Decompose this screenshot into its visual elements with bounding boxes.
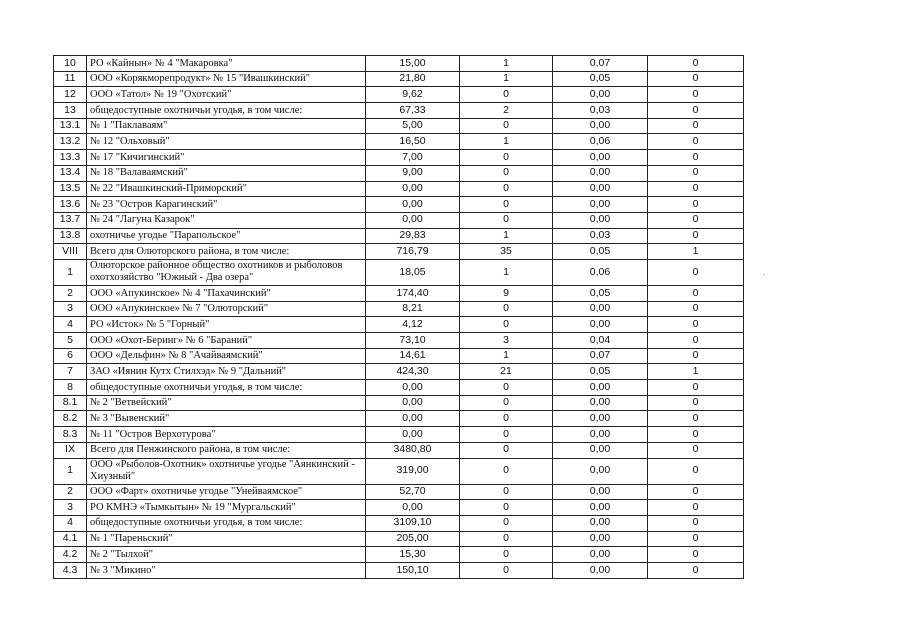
row-count: 0 bbox=[460, 484, 553, 500]
row-name: РО КМНЭ «Тымкытын» № 19 "Мургальский" bbox=[87, 500, 366, 516]
row-number: 3 bbox=[54, 301, 87, 317]
row-density: 0,03 bbox=[553, 103, 648, 119]
row-count: 2 bbox=[460, 103, 553, 119]
row-area: 174,40 bbox=[366, 285, 460, 301]
row-area: 0,00 bbox=[366, 395, 460, 411]
row-count: 0 bbox=[460, 515, 553, 531]
row-area: 73,10 bbox=[366, 333, 460, 349]
scan-speck: . bbox=[763, 268, 766, 277]
row-name: общедоступные охотничьи угодья, в том числе: bbox=[87, 380, 366, 396]
row-quota: 0 bbox=[648, 442, 744, 458]
row-name: № 1 "Паклаваям" bbox=[87, 118, 366, 134]
table-row bbox=[54, 244, 744, 260]
row-count: 0 bbox=[460, 411, 553, 427]
row-name: № 24 "Лагуна Казарок" bbox=[87, 212, 366, 228]
row-count: 1 bbox=[460, 228, 553, 244]
row-quota: 0 bbox=[648, 411, 744, 427]
table-row bbox=[54, 103, 744, 119]
row-quota: 0 bbox=[648, 427, 744, 443]
row-count: 1 bbox=[460, 56, 553, 72]
row-count: 0 bbox=[460, 118, 553, 134]
row-count: 21 bbox=[460, 364, 553, 380]
row-name: № 17 "Кичигинский" bbox=[87, 150, 366, 166]
row-name: № 18 "Валаваямский" bbox=[87, 165, 366, 181]
row-quota: 0 bbox=[648, 333, 744, 349]
row-density: 0,00 bbox=[553, 442, 648, 458]
row-area: 0,00 bbox=[366, 212, 460, 228]
row-name: ООО «Татол» № 19 "Охотский" bbox=[87, 87, 366, 103]
row-quota: 1 bbox=[648, 364, 744, 380]
row-area: 7,00 bbox=[366, 150, 460, 166]
row-name: ООО «Корякморепродукт» № 15 "Ивашкинский" bbox=[87, 71, 366, 87]
row-count: 0 bbox=[460, 317, 553, 333]
row-count: 0 bbox=[460, 395, 553, 411]
row-density: 0,07 bbox=[553, 56, 648, 72]
row-quota: 0 bbox=[648, 380, 744, 396]
row-number: 13.6 bbox=[54, 197, 87, 213]
row-number: 13.1 bbox=[54, 118, 87, 134]
row-quota: 0 bbox=[648, 150, 744, 166]
row-quota: 0 bbox=[648, 87, 744, 103]
row-area: 205,00 bbox=[366, 531, 460, 547]
row-quota: 0 bbox=[648, 317, 744, 333]
row-area: 4,12 bbox=[366, 317, 460, 333]
row-number: 13.4 bbox=[54, 165, 87, 181]
row-name: № 11 "Остров Верхотурова" bbox=[87, 427, 366, 443]
row-area: 14,61 bbox=[366, 348, 460, 364]
row-area: 0,00 bbox=[366, 427, 460, 443]
table-body bbox=[54, 56, 744, 579]
row-quota: 0 bbox=[648, 531, 744, 547]
row-area: 18,05 bbox=[366, 259, 460, 285]
row-name: РО «Исток» № 5 "Горный" bbox=[87, 317, 366, 333]
row-number: 2 bbox=[54, 484, 87, 500]
row-number: 1 bbox=[54, 458, 87, 484]
row-quota: 1 bbox=[648, 244, 744, 260]
row-density: 0,00 bbox=[553, 427, 648, 443]
row-area: 9,62 bbox=[366, 87, 460, 103]
row-quota: 0 bbox=[648, 118, 744, 134]
row-number: 4 bbox=[54, 515, 87, 531]
row-number: 5 bbox=[54, 333, 87, 349]
row-name: ООО «Фарт» охотничье угодье "Унейваямское" bbox=[87, 484, 366, 500]
row-number: 12 bbox=[54, 87, 87, 103]
row-number: 4.2 bbox=[54, 547, 87, 563]
row-quota: 0 bbox=[648, 134, 744, 150]
row-quota: 0 bbox=[648, 500, 744, 516]
row-density: 0,00 bbox=[553, 411, 648, 427]
table-row bbox=[54, 380, 744, 396]
table-row bbox=[54, 411, 744, 427]
row-count: 1 bbox=[460, 134, 553, 150]
row-count: 0 bbox=[460, 150, 553, 166]
row-count: 0 bbox=[460, 500, 553, 516]
row-area: 319,00 bbox=[366, 458, 460, 484]
row-area: 8,21 bbox=[366, 301, 460, 317]
table-row bbox=[54, 547, 744, 563]
row-number: 1 bbox=[54, 259, 87, 285]
row-name: № 2 "Ветвейский" bbox=[87, 395, 366, 411]
row-area: 0,00 bbox=[366, 411, 460, 427]
row-area: 15,00 bbox=[366, 56, 460, 72]
row-area: 9,00 bbox=[366, 165, 460, 181]
row-density: 0,00 bbox=[553, 484, 648, 500]
row-name: № 2 "Тылхой" bbox=[87, 547, 366, 563]
table-row bbox=[54, 515, 744, 531]
row-count: 0 bbox=[460, 197, 553, 213]
row-area: 29,83 bbox=[366, 228, 460, 244]
row-quota: 0 bbox=[648, 484, 744, 500]
row-density: 0,06 bbox=[553, 259, 648, 285]
table-row bbox=[54, 500, 744, 516]
table-row bbox=[54, 56, 744, 72]
row-name: РО «Кайнын» № 4 "Макаровка" bbox=[87, 56, 366, 72]
row-area: 716,79 bbox=[366, 244, 460, 260]
row-quota: 0 bbox=[648, 458, 744, 484]
table-row bbox=[54, 285, 744, 301]
row-area: 3480,80 bbox=[366, 442, 460, 458]
table-row bbox=[54, 181, 744, 197]
row-count: 0 bbox=[460, 181, 553, 197]
table-row bbox=[54, 165, 744, 181]
table-row bbox=[54, 87, 744, 103]
row-quota: 0 bbox=[648, 285, 744, 301]
row-quota: 0 bbox=[648, 103, 744, 119]
row-number: IX bbox=[54, 442, 87, 458]
row-count: 1 bbox=[460, 348, 553, 364]
row-name: № 12 "Ольховый" bbox=[87, 134, 366, 150]
row-count: 0 bbox=[460, 458, 553, 484]
table-row bbox=[54, 228, 744, 244]
row-area: 0,00 bbox=[366, 500, 460, 516]
row-name: Олюторское районное общество охотников и рыболовов охотхозяйство "Южный - Два озера" bbox=[87, 259, 366, 285]
row-count: 1 bbox=[460, 71, 553, 87]
row-quota: 0 bbox=[648, 395, 744, 411]
row-name: № 1 "Пареньский" bbox=[87, 531, 366, 547]
table-row bbox=[54, 364, 744, 380]
table-row bbox=[54, 333, 744, 349]
row-number: 4 bbox=[54, 317, 87, 333]
row-density: 0,00 bbox=[553, 317, 648, 333]
table-row bbox=[54, 259, 744, 285]
table-row bbox=[54, 71, 744, 87]
row-area: 21,80 bbox=[366, 71, 460, 87]
row-quota: 0 bbox=[648, 165, 744, 181]
table-row bbox=[54, 118, 744, 134]
row-number: 13.2 bbox=[54, 134, 87, 150]
row-number: 4.1 bbox=[54, 531, 87, 547]
row-name: № 23 "Остров Карагинский" bbox=[87, 197, 366, 213]
row-number: 8.1 bbox=[54, 395, 87, 411]
row-quota: 0 bbox=[648, 562, 744, 578]
row-count: 35 bbox=[460, 244, 553, 260]
table-row bbox=[54, 562, 744, 578]
row-name: общедоступные охотничьи угодья, в том числе: bbox=[87, 103, 366, 119]
row-density: 0,00 bbox=[553, 380, 648, 396]
row-area: 0,00 bbox=[366, 181, 460, 197]
row-density: 0,00 bbox=[553, 547, 648, 563]
row-quota: 0 bbox=[648, 71, 744, 87]
row-quota: 0 bbox=[648, 259, 744, 285]
row-density: 0,00 bbox=[553, 458, 648, 484]
row-area: 5,00 bbox=[366, 118, 460, 134]
row-density: 0,00 bbox=[553, 181, 648, 197]
row-count: 9 bbox=[460, 285, 553, 301]
table-row bbox=[54, 442, 744, 458]
row-count: 0 bbox=[460, 442, 553, 458]
row-number: 13.8 bbox=[54, 228, 87, 244]
row-area: 15,30 bbox=[366, 547, 460, 563]
row-number: VIII bbox=[54, 244, 87, 260]
row-density: 0,00 bbox=[553, 395, 648, 411]
row-name: ООО «Дельфин» № 8 "Ачайваямский" bbox=[87, 348, 366, 364]
row-quota: 0 bbox=[648, 212, 744, 228]
row-number: 2 bbox=[54, 285, 87, 301]
row-count: 3 bbox=[460, 333, 553, 349]
row-count: 0 bbox=[460, 562, 553, 578]
row-number: 8.2 bbox=[54, 411, 87, 427]
row-density: 0,03 bbox=[553, 228, 648, 244]
row-quota: 0 bbox=[648, 301, 744, 317]
row-number: 8.3 bbox=[54, 427, 87, 443]
row-name: Всего для Пенжинского района, в том числе: bbox=[87, 442, 366, 458]
row-number: 6 bbox=[54, 348, 87, 364]
row-density: 0,05 bbox=[553, 364, 648, 380]
row-number: 7 bbox=[54, 364, 87, 380]
row-area: 67,33 bbox=[366, 103, 460, 119]
row-density: 0,07 bbox=[553, 348, 648, 364]
row-name: Всего для Олюторского района, в том числе: bbox=[87, 244, 366, 260]
row-quota: 0 bbox=[648, 228, 744, 244]
table-row bbox=[54, 484, 744, 500]
table-row bbox=[54, 348, 744, 364]
row-area: 150,10 bbox=[366, 562, 460, 578]
row-name: ЗАО «Иянин Кутх Стилхэд» № 9 "Дальний" bbox=[87, 364, 366, 380]
row-count: 1 bbox=[460, 259, 553, 285]
table-row bbox=[54, 212, 744, 228]
row-density: 0,00 bbox=[553, 197, 648, 213]
row-area: 16,50 bbox=[366, 134, 460, 150]
table-row bbox=[54, 150, 744, 166]
row-area: 3109,10 bbox=[366, 515, 460, 531]
row-name: ООО «Охот-Беринг» № 6 "Бараний" bbox=[87, 333, 366, 349]
row-name: охотничье угодье "Парапольское" bbox=[87, 228, 366, 244]
row-density: 0,00 bbox=[553, 165, 648, 181]
row-density: 0,00 bbox=[553, 531, 648, 547]
row-name: № 22 "Ивашкинский-Приморский" bbox=[87, 181, 366, 197]
row-density: 0,00 bbox=[553, 562, 648, 578]
table-row bbox=[54, 317, 744, 333]
row-density: 0,04 bbox=[553, 333, 648, 349]
row-density: 0,06 bbox=[553, 134, 648, 150]
row-number: 13.5 bbox=[54, 181, 87, 197]
row-count: 0 bbox=[460, 427, 553, 443]
row-density: 0,05 bbox=[553, 244, 648, 260]
row-count: 0 bbox=[460, 87, 553, 103]
row-count: 0 bbox=[460, 531, 553, 547]
data-table bbox=[53, 55, 744, 579]
table-row bbox=[54, 458, 744, 484]
row-quota: 0 bbox=[648, 515, 744, 531]
row-area: 0,00 bbox=[366, 380, 460, 396]
row-count: 0 bbox=[460, 547, 553, 563]
row-quota: 0 bbox=[648, 348, 744, 364]
row-number: 13 bbox=[54, 103, 87, 119]
row-number: 3 bbox=[54, 500, 87, 516]
table-row bbox=[54, 531, 744, 547]
row-number: 13.3 bbox=[54, 150, 87, 166]
row-number: 4.3 bbox=[54, 562, 87, 578]
row-density: 0,00 bbox=[553, 301, 648, 317]
row-name: ООО «Рыболов-Охотник» охотничье угодье "Аянкинский - Хиузный" bbox=[87, 458, 366, 484]
row-density: 0,05 bbox=[553, 71, 648, 87]
row-count: 0 bbox=[460, 165, 553, 181]
row-number: 13.7 bbox=[54, 212, 87, 228]
row-quota: 0 bbox=[648, 197, 744, 213]
table-row bbox=[54, 134, 744, 150]
table-row bbox=[54, 197, 744, 213]
row-density: 0,00 bbox=[553, 150, 648, 166]
row-quota: 0 bbox=[648, 181, 744, 197]
row-name: общедоступные охотничьи угодья, в том числе: bbox=[87, 515, 366, 531]
row-count: 0 bbox=[460, 212, 553, 228]
row-quota: 0 bbox=[648, 547, 744, 563]
row-name: № 3 "Вывенский" bbox=[87, 411, 366, 427]
row-density: 0,00 bbox=[553, 500, 648, 516]
row-density: 0,00 bbox=[553, 87, 648, 103]
row-name: ООО «Апукинское» № 7 "Олюторский" bbox=[87, 301, 366, 317]
table-row bbox=[54, 301, 744, 317]
table-row bbox=[54, 427, 744, 443]
row-quota: 0 bbox=[648, 56, 744, 72]
row-density: 0,00 bbox=[553, 118, 648, 134]
table-row bbox=[54, 395, 744, 411]
row-density: 0,05 bbox=[553, 285, 648, 301]
row-count: 0 bbox=[460, 380, 553, 396]
row-number: 11 bbox=[54, 71, 87, 87]
row-area: 0,00 bbox=[366, 197, 460, 213]
row-density: 0,00 bbox=[553, 515, 648, 531]
row-number: 10 bbox=[54, 56, 87, 72]
row-area: 52,70 bbox=[366, 484, 460, 500]
row-number: 8 bbox=[54, 380, 87, 396]
row-name: № 3 "Микино" bbox=[87, 562, 366, 578]
row-name: ООО «Апукинское» № 4 "Пахачинский" bbox=[87, 285, 366, 301]
row-count: 0 bbox=[460, 301, 553, 317]
row-density: 0,00 bbox=[553, 212, 648, 228]
row-area: 424,30 bbox=[366, 364, 460, 380]
